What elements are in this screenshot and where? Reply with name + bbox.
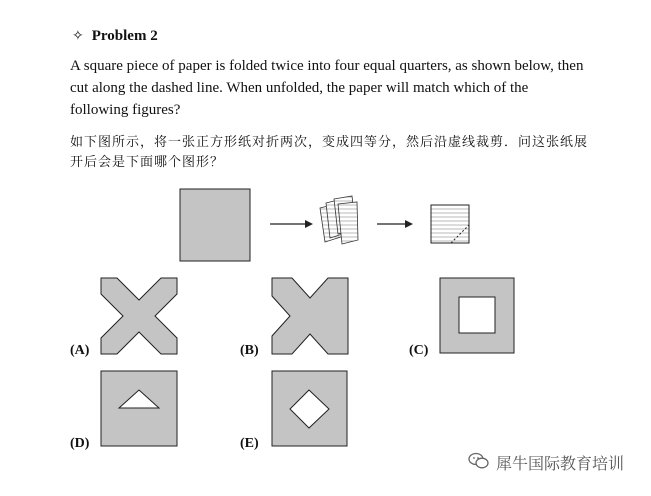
option-b-label: (B) <box>240 343 259 358</box>
problem-text-chinese: 如下图所示，将一张正方形纸对折两次，变成四等分，然后沿虚线裁剪．问这张纸展开后会是下面哪个图形？ <box>70 135 589 170</box>
option-b-figure[interactable] <box>272 278 348 354</box>
option-a-figure[interactable] <box>101 278 177 354</box>
wechat-icon <box>468 452 490 474</box>
option-d-label: (D) <box>70 436 90 451</box>
option-d-figure[interactable] <box>101 371 177 446</box>
option-c-figure[interactable] <box>440 278 514 353</box>
option-c-label: (C) <box>409 343 429 358</box>
watermark <box>468 451 624 474</box>
arrow-right-icon <box>377 220 413 228</box>
four-point-star-icon: ✧ <box>72 28 84 44</box>
option-a-label: (A) <box>70 343 90 358</box>
option-e-figure[interactable] <box>272 371 347 446</box>
unfolded-square <box>180 189 250 261</box>
folded-quarter-with-cut-line <box>431 205 469 243</box>
option-e-label: (E) <box>240 436 259 451</box>
fold-sequence <box>180 189 469 261</box>
watermark-text: 犀牛国际教育培训 <box>496 454 625 473</box>
folded-paper-illustration <box>320 196 358 244</box>
problem-title: Problem 2 <box>91 28 158 44</box>
problem-text-english: A square piece of paper is folded twice into four equal quarters, as shown below, then cut along the dashed line. When unfolded, the paper will match which of the following figures? <box>70 58 584 118</box>
arrow-right-icon <box>270 220 313 228</box>
